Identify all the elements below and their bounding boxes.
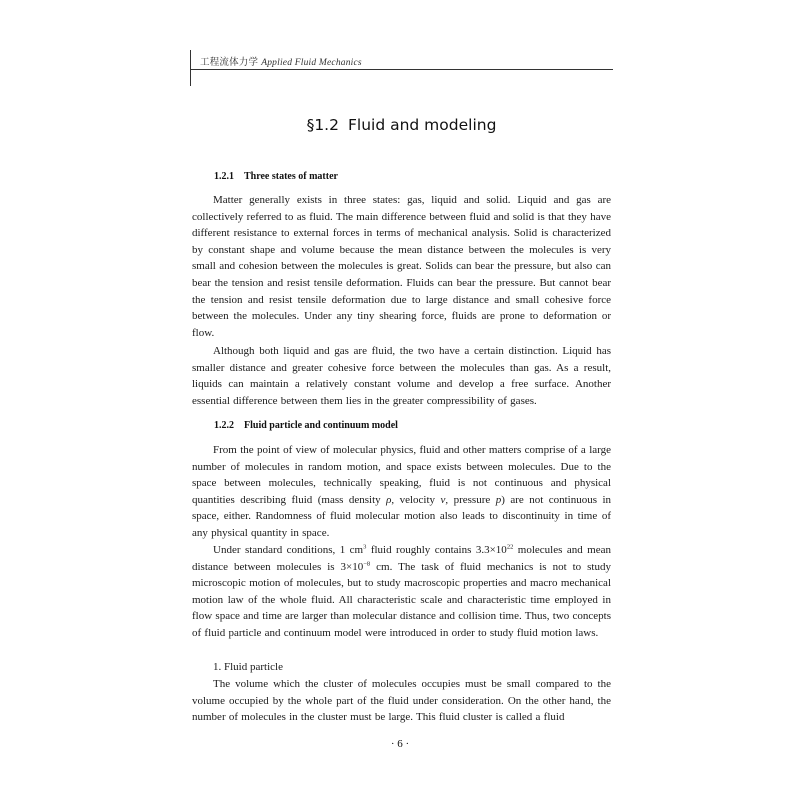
- section-number: §1.2: [306, 116, 339, 134]
- subsection-number: 1.2.2: [214, 420, 234, 431]
- subsection-title: Fluid particle and continuum model: [244, 420, 398, 431]
- paragraph-standard-conditions: Under standard conditions, 1 $cm^3$ fluid roughly contains $3.3\times 10^{22}$ molecules and mean distance between molecules is $3\times 10^{-8}$ cm. The task of fluid mechanics is not to study microscopic motion of molecules, but to study macroscopic properties and macro mechanical motion law of the whole fluid. All characteristic scale and characteristic time employed in flow space and time are larger than molecular distance and collision time. Thus, two concepts of fluid particle and continuum model were introduced in order to study fluid motion laws.: [192, 543, 611, 639]
- paragraph-states-of-matter: Matter generally exists in three states: gas, liquid and solid. Liquid and gas are collectively referred to as fluid. The main difference between fluid and solid is that they have different resistance to external forces in terms of mechanical analysis. Solid is characterized by constant shape and volume because the mean distance between the molecules is very small and cohesion between the molecules is great. Solids can bear the pressure, but also can bear the tension and resist tensile deformation. Fluids can bear the pressure. But cannot bear the tension and resist tensile deformation due to large distance and small cohesive force between the molecules. Under any tiny shearing force, fluids are prone to deformation or flow.: [192, 194, 611, 339]
- symbol-v: v: [440, 493, 446, 506]
- subsection-number: 1.2.1: [214, 171, 234, 182]
- list-item-fluid-particle: 1. Fluid particle: [213, 661, 283, 673]
- section-title-text: Fluid and modeling: [347, 116, 497, 134]
- section-title: [190, 116, 613, 134]
- page-number: · 6 ·: [390, 738, 410, 750]
- subsection-heading-1-2-1: [214, 171, 338, 182]
- header-vertical-rule: [190, 50, 191, 86]
- header-english-title: Applied Fluid Mechanics: [261, 58, 362, 68]
- paragraph-fluid-cluster: The volume which the cluster of molecules occupies must be small compared to the volume occupied by the whole part of the fluid under consideration. On the other hand, the number of molecules in the cluster must be large. This fluid cluster is called a fluid: [192, 678, 611, 724]
- subsection-heading-1-2-2: [214, 420, 398, 431]
- paragraph-liquid-gas-distinction: Although both liquid and gas are fluid, the two have a certain distinction. Liquid has smaller distance and greater cohesive force between the molecules than gas. As a result, liquids can maintain a relatively constant volume and develop a free surface. Another essential difference between them lies in the greater compressibility of gases.: [192, 345, 611, 407]
- symbol-rho: ρ: [386, 493, 392, 506]
- symbol-p: p: [495, 493, 502, 506]
- running-header: [200, 54, 362, 68]
- paragraph-molecular-physics: From the point of view of molecular physics, fluid and other matters comprise of a large number of molecules in random motion, and space exists between molecules. Due to the space between molecules, technically speaking, fluid is not continuous and physical quantities describing fluid (mass density ρ, velocity v, pressure p) are not continuous in space, either. Randomness of fluid molecular motion also leads to discontinuity in time of any physical quantity in space.: [192, 444, 612, 539]
- header-chinese-title: 工程流体力学: [200, 58, 259, 68]
- header-horizontal-rule: [190, 69, 613, 70]
- subsection-title: Three states of matter: [244, 171, 338, 182]
